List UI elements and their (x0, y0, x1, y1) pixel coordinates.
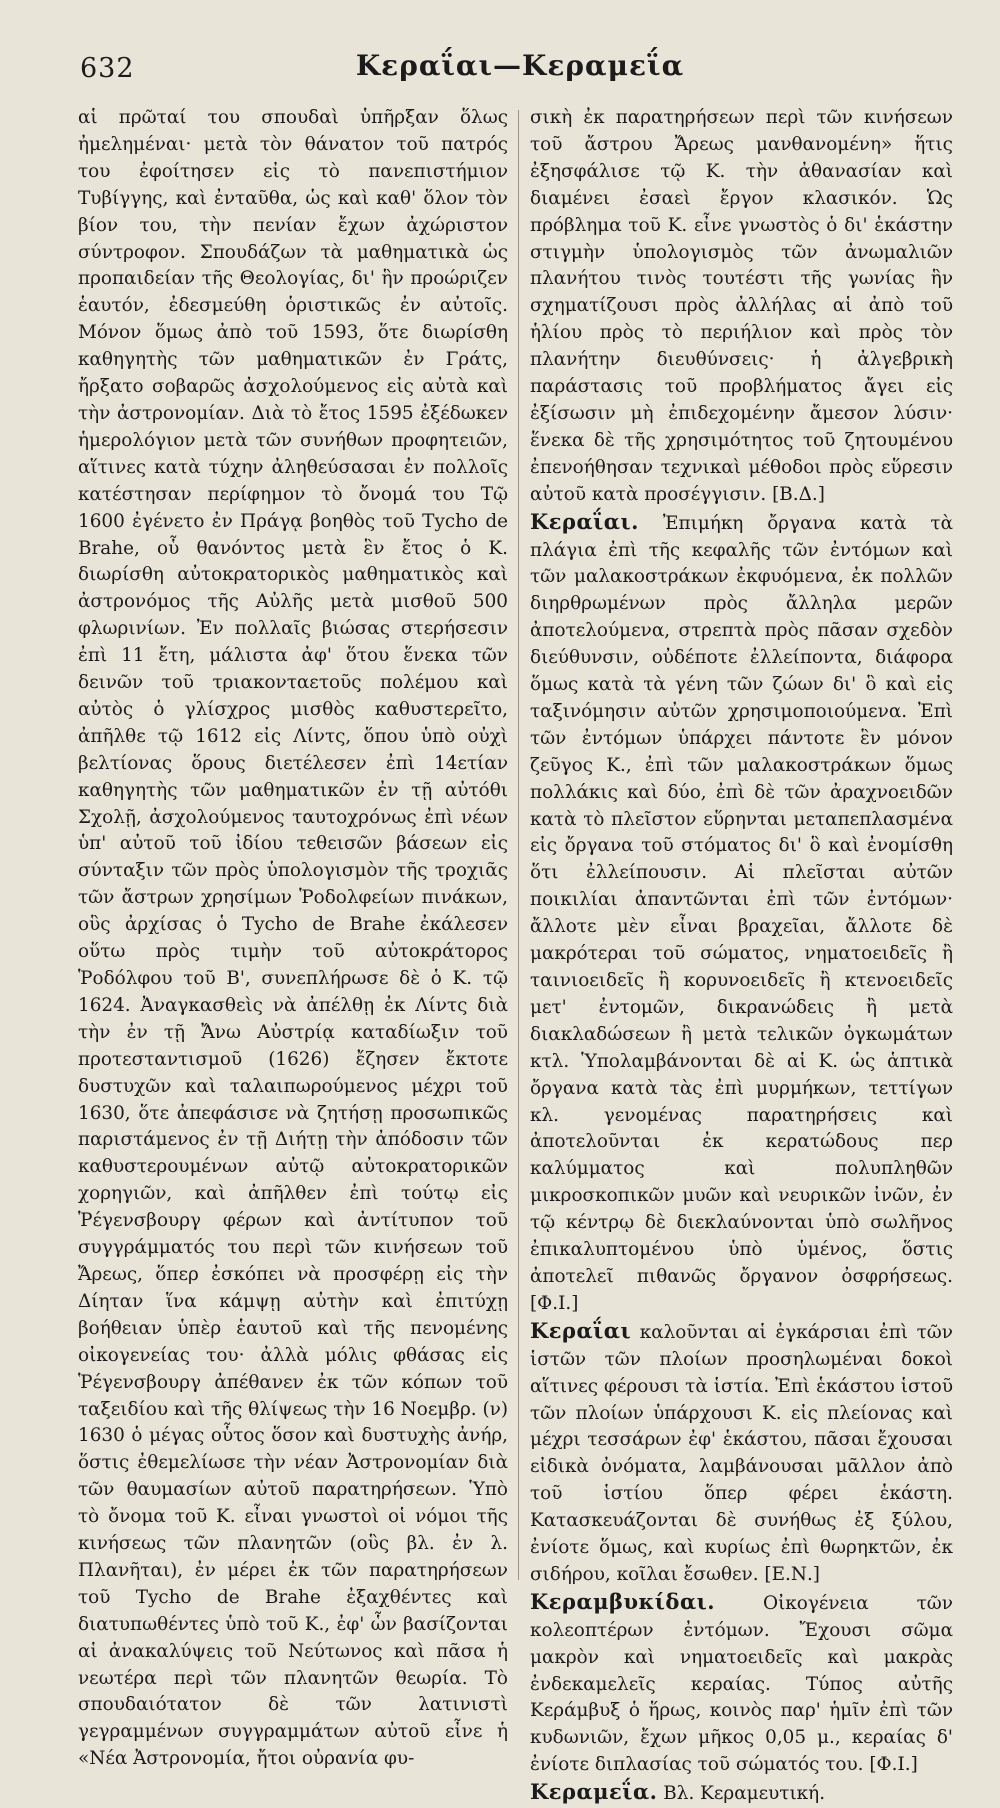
entry-text: Οἰκογένεια τῶν κολεοπτέρων ἐντόμων. Ἔχουσι σῶμα μακρὸν καὶ νηματοειδεῖς καὶ μακρὰς ἐνδεκαμελεῖς κεραίας. Τύπος αὐτῆς Κεράμβυξ ὁ ἥρως, κοινὸς παρ' ἡμῖν ἐπὶ τῶν κυδωνιῶν, ἔχων μῆκος 0,05 μ., κεραίας δ' ἐνίοτε διπλασίας τοῦ σώματός του. [Φ.Ι.] (530, 1592, 953, 1776)
headword: Κεραμβυκίδαι. (530, 1588, 716, 1614)
right-column (530, 105, 953, 1805)
headword: Κεραμεΐα. (530, 1779, 658, 1805)
page-header (0, 45, 1000, 95)
entry-kerambykidai (530, 1589, 953, 1779)
headword: Κεραΐαι (530, 1317, 632, 1343)
entry-keraiai-insects (530, 509, 953, 1318)
running-head: Κεραΐαι—Κεραμεΐα (355, 49, 685, 82)
continuation-text: σικὴ ἐκ παρατηρήσεων περὶ τῶν κινήσεων τοῦ ἄστρου Ἄρεως μανθανομένη» ἥτις ἐξησφάλισε τῷ Κ. τὴν ἀθανασίαν καὶ διαμένει ἐσαεὶ ἔργον κλασικόν. Ὡς πρόβλημα τοῦ Κ. εἶνε γνωστὸς ὁ δι' ἑκάστην στιγμὴν ὑπολογισμὸς τῶν ἀνωμαλιῶν πλανήτου τινὸς τουτέστι τῆς γωνίας ἣν σχηματίζουσι πρὸς ἀλλήλας αἱ ἀπὸ τοῦ ἡλίου πρὸς τὸ περιήλιον καὶ πρὸς τὸν πλανήτην διευθύνσεις· ἡ ἀλγεβρικὴ παράστασις τοῦ προβλήματος ἄγει εἰς ἐξίσωσιν μὴ ἐπιδεχομένην ἄμεσον λύσιν· ἕνεκα δὲ τῆς χρησιμότητος τοῦ ζητουμένου ἐπενοήθησαν τεχνικαὶ μέθοδοι πρὸς εὕρεσιν αὐτοῦ κατὰ προσέγγισιν. [Β.Δ.] (530, 107, 953, 505)
left-column-text: αἱ πρῶταί του σπουδαὶ ὑπῆρξαν ὅλως ἠμελημέναι· μετὰ τὸν θάνατον τοῦ πατρός του ἐφοίτησεν εἰς τὸ πανεπιστήμιον Τυβίγγης, καὶ ἐνταῦθα, ὡς καὶ καθ' ὅλον τὸν βίον του, τὴν πενίαν ἔχων ἀχώριστον σύντροφον. Σπουδάζων τὰ μαθηματικὰ ὡς προπαιδείαν τῆς Θεολογίας, δι' ἣν προώριζεν ἑαυτόν, ἐδεσμεύθη ὁριστικῶς ἐν αὐτοῖς. Μόνον ὅμως ἀπὸ τοῦ 1593, ὅτε διωρίσθη καθηγητὴς τῶν μαθηματικῶν ἐν Γράτς, ἤρξατο σοβαρῶς ἀσχολούμενος εἰς αὐτὰ καὶ τὴν ἀστρονομίαν. Διὰ τὸ ἔτος 1595 ἐξέδωκεν ἡμερολόγιον μετὰ τῶν συνήθων προφητειῶν, αἵτινες κατὰ τύχην ἀληθεύσασαι ἐν πολλοῖς κατέστησαν περίφημον τὸ ὄνομά του Τῷ 1600 ἐγένετο ἐν Πράγᾳ βοηθὸς τοῦ Tycho de Brahe, οὗ θανόντος μετὰ ἓν ἔτος ὁ Κ. διωρίσθη αὐτοκρατορικὸς μαθηματικὸς καὶ ἀστρονόμος τῆς Αὐλῆς μετὰ μισθοῦ 500 φλωρινίων. Ἐν πολλαῖς βιώσας στερήσεσιν ἐπὶ 11 ἔτη, μάλιστα ἀφ' ὅτου ἕνεκα τῶν δεινῶν τοῦ τριακονταετοῦς πολέμου καὶ αὐτὸς ὁ γλίσχρος μισθὸς καθυστερεῖτο, ἀπῆλθε τῷ 1612 εἰς Λίντς, ὅπου ὑπὸ οὐχὶ βελτίονας ὅρους διετέλεσεν ἐπὶ 14ετίαν καθηγητὴς τῶν μαθηματικῶν ἐν τῇ αὐτόθι Σχολῇ, ἀσχολούμενος ταυτοχρόνως ἐπὶ νέων ὑπ' αὐτοῦ τοῦ ἰδίου τεθεισῶν βάσεων εἰς σύνταξιν τῶν πρὸς ὑπολογισμὸν τῆς τροχιᾶς τῶν ἄστρων χρησίμων Ῥοδολφείων πινάκων, οὓς ἀρχίσας ὁ Tycho de Brahe ἐκάλεσεν οὕτω πρὸς τιμὴν τοῦ αὐτοκράτορος Ῥοδόλφου τοῦ Β', συνεπλήρωσε δὲ ὁ Κ. τῷ 1624. Ἀναγκασθεὶς νὰ ἀπέλθῃ ἐκ Λίντς διὰ τὴν ἐν τῇ Ἄνω Αὐστρίᾳ καταδίωξιν τοῦ προτεσταντισμοῦ (1626) ἔζησεν ἔκτοτε δυστυχῶν καὶ ταλαιπωρούμενος μέχρι τοῦ 1630, ὅτε ἀπεφάσισε νὰ ζητήσῃ προσωπικῶς παριστάμενος ἐν τῇ Διήτῃ τὴν ἀπόδοσιν τῶν καθυστερουμένων αὐτῷ αὐτοκρατορικῶν χορηγιῶν, καὶ ἀπῆλθεν ἐπὶ τούτῳ εἰς Ῥέγενσβουργ φέρων καὶ ἀντίτυπον τοῦ συγγράμματός του περὶ τῶν κινήσεων τοῦ Ἄρεως, ὅπερ ἐσκόπει νὰ προσφέρῃ εἰς τὴν Δίηταν ἵνα κάμψῃ αὐτὴν καὶ ἐπιτύχῃ βοήθειαν ὑπὲρ ἑαυτοῦ καὶ τῆς πενομένης οἰκογενείας του· ἀλλὰ μόλις φθάσας εἰς Ῥέγενσβουργ ἀπέθανεν ἐκ τῶν κόπων τοῦ ταξειδίου καὶ τῆς θλίψεως τὴν 16 Νοεμβρ. (ν) 1630 ὁ μέγας οὗτος ὅσον καὶ δυστυχὴς ἀνήρ, ὅστις ἐθεμελίωσε τὴν νέαν Ἀστρονομίαν διὰ τῶν θαυμασίων αὐτοῦ παρατηρήσεων. Ὑπὸ τὸ ὄνομα τοῦ Κ. εἶναι γνωστοὶ οἱ νόμοι τῆς κινήσεως τῶν πλανητῶν (οὓς βλ. ἐν λ. Πλανῆται), ἐν μέρει ἐκ τῶν παρατηρήσεων τοῦ Tycho de Brahe ἐξαχθέντες καὶ διατυπωθέντες ὑπὸ τοῦ Κ., ἐφ' ὧν βασίζονται αἱ ἀνακαλύψεις τοῦ Νεύτωνος καὶ πᾶσα ἡ νεωτέρα περὶ τῶν πλανητῶν θεωρία. Τὸ σπουδαιότατον δὲ τῶν λατινιστὶ γεγραμμένων συγγραμμάτων αὐτοῦ εἶνε ἡ «Νέα Ἀστρονομία, ἤτοι οὐρανία φυ- (78, 107, 508, 1770)
left-column (78, 105, 508, 1770)
page-number: 632 (80, 53, 135, 84)
entry-keraiai-ships (530, 1318, 953, 1589)
entry-kerameia (530, 1779, 953, 1808)
entry-text: Ἐπιμήκη ὄργανα κατὰ τὰ πλάγια ἐπὶ τῆς κεφαλῆς τῶν ἐντόμων καὶ τῶν μαλακοστράκων ἐκφυόμενα, ἐκ πολλῶν διηρθρωμένων πρὸς ἄλληλα μερῶν ἀποτελούμενα, στρεπτὰ πρὸς πᾶσαν σχεδὸν διεύθυνσιν, οὐδέποτε ἐλλείποντα, διάφορα ὅμως κατὰ τὰ γένη τῶν ζώων δι' ὃ καὶ εἰς ταξινόμησιν αὐτῶν χρησιμοποιούμενα. Ἐπὶ τῶν ἐντόμων ὑπάρχει πάντοτε ἓν μόνον ζεῦγος Κ., ἐπὶ τῶν μαλακοστράκων ὅμως πολλάκις καὶ δύο, ἐπὶ δὲ τῶν ἀραχνοειδῶν κατὰ τὸ πλεῖστον εὕρηνται μεταπεπλασμένα εἰς ὄργανα τοῦ στόματος δι' ὃ καὶ ἐνομίσθη ὅτι ἐλλείπουσιν. Αἱ πλεῖσται αὐτῶν ποικιλίαι ἀπαντῶνται ἐπὶ τῶν ἐντόμων· ἄλλοτε μὲν εἶναι βραχεῖαι, ἄλλοτε δὲ μακρότεραι τοῦ σώματος, νηματοειδεῖς ἢ ταινιοειδεῖς ἢ κορυνοειδεῖς ἢ κτενοειδεῖς μετ' ἐντομῶν, δικρανώδεις ἢ μετὰ διακλαδώσεων ἢ μετὰ τελικῶν ὀγκωμάτων κτλ. Ὑπολαμβάνονται δὲ αἱ Κ. ὡς ἁπτικὰ ὄργανα κατὰ τὰς ἐπὶ μυρμήκων, τεττίγων κλ. γενομένας παρατηρήσεις καὶ ἀποτελοῦνται ἐκ κερατώδους περ καλύμματος καὶ πολυπληθῶν μικροσκοπικῶν μυῶν καὶ νευρικῶν ἰνῶν, ἐν τῷ κέντρῳ δὲ διεκλαύνονται ὑπὸ σωλῆνος ἐπικαλυπτομένου ὑπὸ ὑμένος, ὅστις ἀποτελεῖ πιθανῶς ὄργανον ὀσφρήσεως. [Φ.Ι.] (530, 512, 953, 1314)
headword: Κεραΐαι. (530, 508, 639, 534)
entry-text: καλοῦνται αἱ ἐγκάρσιαι ἐπὶ τῶν ἱστῶν τῶν πλοίων προσηλωμέναι δοκοὶ αἵτινες φέρουσι τὰ ἱστία. Ἐπὶ ἑκάστου ἱστοῦ τῶν πλοίων ὑπάρχουσι Κ. εἰς πλείονας καὶ μέχρι τεσσάρων ἐφ' ἑκάστου, πᾶσαι ἔχουσαι εἰδικὰ ὀνόματα, λαμβάνουσαι μᾶλλον ἀπὸ τοῦ ἱστίου ὅπερ φέρει ἑκάστη. Κατασκευάζονται δὲ συνήθως ἐξ ξύλου, ἐνίοτε ὅμως, καὶ κυρίως ἐπὶ θωρηκτῶν, ἐκ σιδήρου, κοῖλαι ἔσωθεν. [Ε.Ν.] (530, 1321, 953, 1585)
entry-text: Βλ. Κεραμευτική. (663, 1783, 826, 1805)
column-divider (518, 110, 519, 1580)
